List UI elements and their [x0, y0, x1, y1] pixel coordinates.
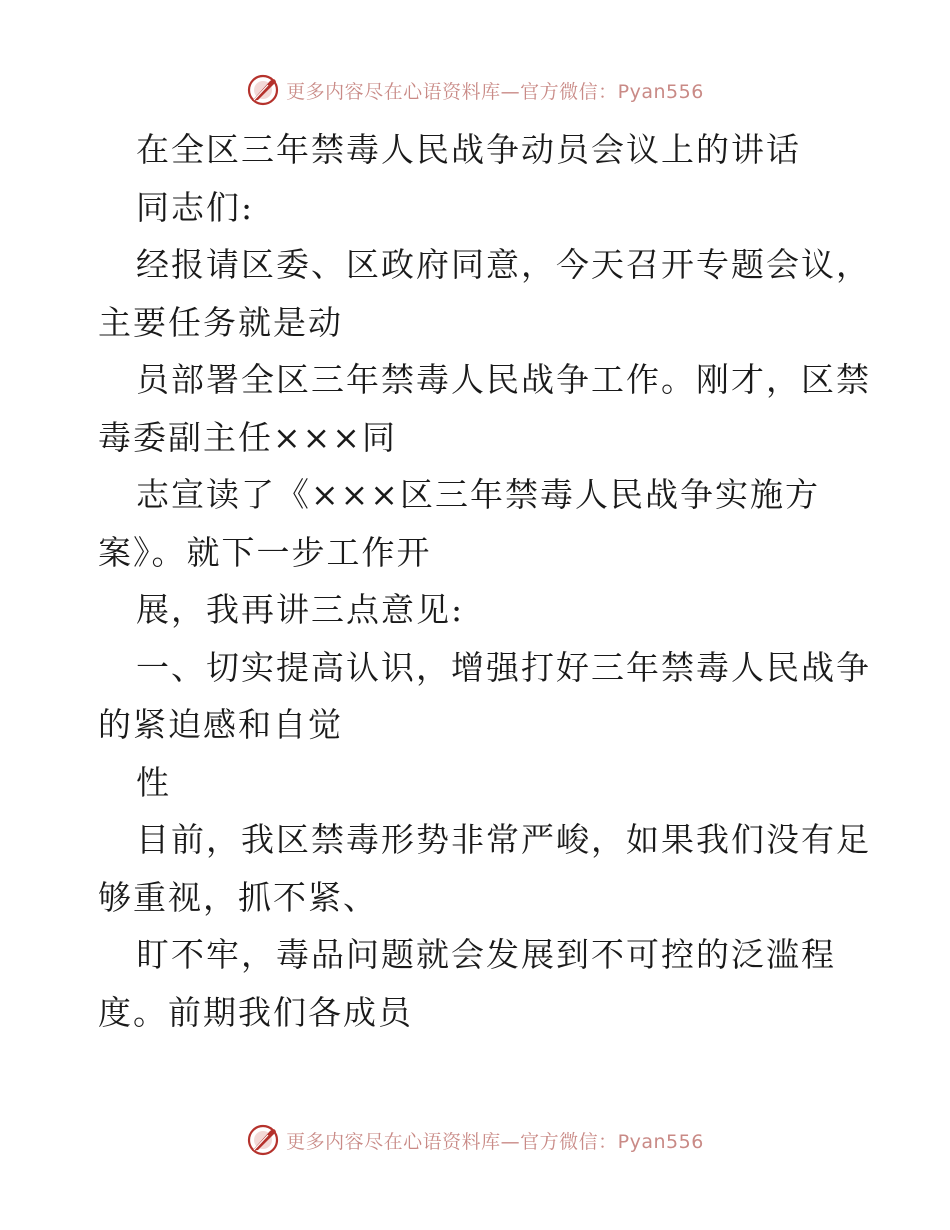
text-line: 展，我再讲三点意见: [136, 590, 465, 629]
section-heading-cont: 的紧迫感和自觉 [98, 705, 343, 744]
text-line: 志宣读了《×××区三年禁毒人民战争实施方 [136, 475, 820, 514]
text-line: 经报请区委、区政府同意，今天召开专题会议， [136, 245, 871, 284]
section-heading-cont: 性 [136, 762, 171, 802]
text-line: 毒委副主任×××同 [98, 417, 397, 457]
text-line: 盯不牢，毒品问题就会发展到不可控的泛滥程 [136, 935, 836, 974]
quill-pen-logo-icon [246, 73, 280, 107]
text-line: 够重视，抓不紧、 [98, 877, 378, 917]
watermark-text: 更多内容尽在心语资料库—官方微信：Pyan556 [286, 1130, 704, 1153]
text-line: 目前，我区禁毒形势非常严峻，如果我们没有足 [136, 820, 871, 859]
watermark-header [0, 70, 950, 110]
text-line: 度。前期我们各成员 [98, 992, 413, 1032]
text-line: 主要任务就是动 [98, 302, 343, 342]
text-line: 案》。就下一步工作开 [98, 532, 432, 572]
section-heading: 一、切实提高认识，增强打好三年禁毒人民战争 [136, 647, 871, 687]
text-line: 员部署全区三年禁毒人民战争工作。刚才，区禁 [136, 360, 871, 399]
watermark-text: 更多内容尽在心语资料库—官方微信：Pyan556 [286, 80, 704, 103]
document-body [98, 121, 871, 1041]
watermark-footer [0, 1120, 950, 1160]
document-title: 在全区三年禁毒人民战争动员会议上的讲话 [136, 130, 801, 169]
salutation: 同志们: [136, 187, 255, 227]
quill-pen-logo-icon [246, 1123, 280, 1157]
